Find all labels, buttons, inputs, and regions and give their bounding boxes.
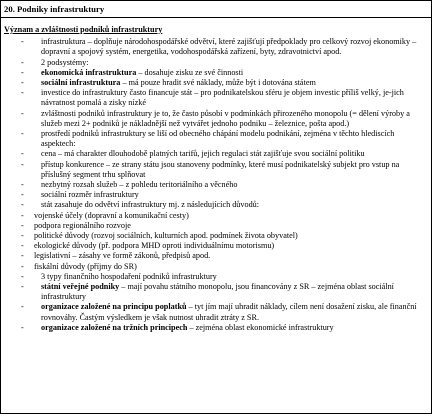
list-item	[4, 241, 428, 251]
list-item	[4, 129, 428, 149]
bullet-marker: -	[21, 149, 24, 159]
bullet-marker: -	[21, 251, 24, 261]
bullet-marker: -	[21, 57, 24, 67]
list-item	[4, 272, 428, 282]
item-text: infrastruktura – doplňuje národohospodářské odvětví, které zajišťují předpoklady pro celkový rozvoj ekonomiky – dopravní a spojový systém, energetika, vodohospodářská zařízení, byty, zdravotnictví apod.	[41, 37, 417, 57]
item-text: – tyt jím mají uhradit náklady, cílem není dosažení zisku, ale finanční rovnováhy. Častým výsledkem je však nutnost uhradit ztráty z SR.	[41, 302, 417, 322]
bullet-marker: -	[21, 220, 24, 230]
list-item	[4, 109, 428, 129]
item-text: – dosahuje zisku ze své činnosti	[136, 67, 244, 77]
item-text: nezbytný rozsah služeb – z pohledu teritoriálního a věcného	[41, 180, 238, 190]
item-text: – mají povahu státního monopolu, jsou financovány z SR – zejména oblast sociální infrastruktury	[41, 282, 394, 302]
item-text: přístup konkurence – ze strany státu jsou stanoveny podmínky, které musí podnikatelský subjekt pro vstup na příslušný segment trhu splňovat	[41, 159, 400, 179]
item-lead-term: organizace založené na tržních principech	[41, 322, 188, 332]
item-text: cena – má charakter dlouhodobě platných tarifů, jejich regulaci stát zajišťuje svou sociální politiku	[41, 149, 365, 159]
item-lead-term: státní veřejné podniky	[41, 282, 120, 292]
list-item	[4, 302, 428, 322]
item-text: – má pouze hradit své náklady, může být i dotována státem	[120, 78, 316, 88]
bullet-marker: -	[21, 231, 24, 241]
list-item	[4, 88, 428, 108]
list-item	[4, 180, 428, 190]
list-item	[4, 37, 428, 57]
item-text: 2 podsystémy:	[41, 57, 89, 67]
item-text: vojenské účely (dopravní a komunikační cesty)	[34, 210, 189, 220]
bullet-marker: -	[21, 282, 24, 292]
list-item	[4, 190, 428, 200]
item-text: sociální rozměr infrastruktury	[41, 190, 139, 200]
bullet-marker: -	[21, 37, 24, 47]
heading-row	[1, 1, 431, 18]
item-lead-term: organizace založené na principu poplatků	[41, 302, 187, 312]
list-item	[4, 149, 428, 159]
bullet-marker: -	[21, 241, 24, 251]
bullet-marker: -	[21, 129, 24, 139]
bullet-list	[4, 37, 428, 333]
bullet-marker: -	[21, 88, 24, 98]
list-item	[4, 211, 428, 221]
item-text: investice do infrastruktury často financuje stát – pro podnikatelskou sféru je objem investic příliš velký, je-jich návratnost pomalá a zisky nízké	[41, 88, 404, 108]
item-text: ekologické důvody (př. podpora MHD oproti individuálnímu motorismu)	[34, 241, 275, 251]
item-text: fiskální důvody (příjmy do SR)	[34, 261, 137, 271]
list-item	[4, 262, 428, 272]
list-item	[4, 160, 428, 180]
bullet-marker: -	[21, 108, 24, 118]
bullet-marker: -	[21, 261, 24, 271]
bullet-marker: -	[21, 180, 24, 190]
item-text: stát zasahuje do odvětví infrastruktury mj. z následujících důvodů:	[41, 200, 260, 210]
list-item	[4, 323, 428, 333]
bullet-marker: -	[21, 159, 24, 169]
list-item	[4, 58, 428, 68]
list-item	[4, 231, 428, 241]
list-item	[4, 68, 428, 78]
item-text: politické důvody (rozvoj sociálních, kulturních apod. podmínek života obyvatel)	[34, 231, 298, 241]
item-text: – zejména oblast ekonomické infrastruktury	[187, 322, 334, 332]
bullet-marker: -	[21, 78, 24, 88]
item-lead-term: ekonomická infrastruktura	[41, 67, 137, 77]
list-item	[4, 282, 428, 302]
section-title: Význam a zvláštnosti podniků infrastruktury	[4, 25, 163, 34]
bullet-marker: -	[21, 190, 24, 200]
item-lead-term: sociální infrastruktura	[41, 78, 121, 88]
document-body	[1, 18, 431, 333]
item-text: prostředí podniků infrastruktury se liší od obecného chápání modelu podnikání, zejména v těchto hlediscích aspektech:	[41, 129, 395, 149]
list-item	[4, 251, 428, 261]
bullet-marker: -	[21, 271, 24, 281]
list-item	[4, 200, 428, 210]
item-text: podpora regionálního rozvoje	[34, 220, 131, 230]
bullet-marker: -	[21, 302, 24, 312]
item-text: 3 typy finančního hospodaření podniků infrastruktury	[41, 271, 217, 281]
bullet-marker: -	[21, 210, 24, 220]
list-item	[4, 78, 428, 88]
bullet-marker: -	[21, 200, 24, 210]
bullet-marker: -	[21, 322, 24, 332]
list-item	[4, 221, 428, 231]
document-heading: 20. Podniky infrastruktury	[4, 4, 105, 14]
item-text: zvláštnosti podniků infrastruktury je to, že často působí v podmínkách přirozeného monopolu (= dělení výroby a služeb mezi 2+ podniků je nákladnější než vytvářet jednoho podniku – železnice, pošta apod.)	[41, 108, 410, 128]
item-text: legislativní – zásahy ve formě zákonů, předpisů apod.	[34, 251, 211, 261]
bullet-marker: -	[21, 67, 24, 77]
